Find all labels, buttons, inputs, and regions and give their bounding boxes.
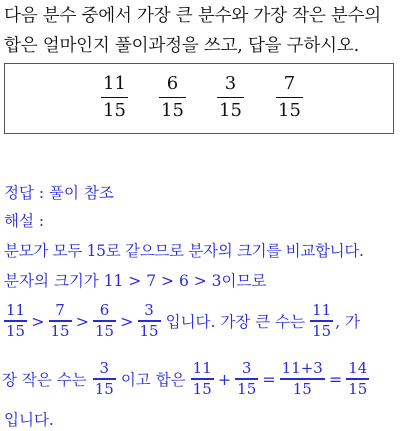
order-fraction-1 xyxy=(4,303,27,338)
comma-ga-text: , 가 xyxy=(335,313,361,331)
explanation-line-1: 분모가 모두 15로 같으므로 분자의 크기를 비교합니다. xyxy=(4,242,364,260)
fraction-3-denominator: 15 xyxy=(219,100,242,122)
explanation-label: 해설 : xyxy=(4,212,45,230)
denominator: 15 xyxy=(139,321,159,340)
fraction-2 xyxy=(159,75,186,120)
numerator: 11 xyxy=(192,359,212,378)
numerator: 3 xyxy=(144,301,154,320)
sum-text: 이고 합은 xyxy=(120,371,186,389)
fraction-2-denominator: 15 xyxy=(161,100,184,122)
denominator: 15 xyxy=(94,379,114,398)
question-line-1: 다음 분수 중에서 가장 큰 분수와 가장 작은 분수의 xyxy=(4,6,382,26)
answer-label: 정답 : 풀이 참조 xyxy=(4,184,114,202)
numerator: 14 xyxy=(348,359,368,378)
sum-fraction-b xyxy=(235,361,258,396)
equals-sign: = xyxy=(328,369,343,389)
denominator: 15 xyxy=(95,321,115,340)
largest-text: 입니다. 가장 큰 수는 xyxy=(165,313,306,331)
explanation-line-5: 입니다. xyxy=(4,411,54,429)
fraction-1-numerator: 11 xyxy=(103,73,126,94)
smallest-fraction xyxy=(93,361,116,396)
greater-than-sign: > xyxy=(75,311,89,331)
fraction-4 xyxy=(276,75,303,120)
question-line-2: 합은 얼마인지 풀이과정을 쓰고, 답을 구하시오. xyxy=(4,36,359,56)
numerator: 3 xyxy=(241,359,252,378)
fraction-1 xyxy=(101,75,128,120)
numerator: 3 xyxy=(99,359,110,378)
sum-fraction-mid xyxy=(280,361,325,396)
equals-sign: = xyxy=(262,369,276,389)
greater-than-sign: > xyxy=(120,311,134,331)
sum-fraction-a xyxy=(191,361,214,396)
denominator: 15 xyxy=(50,321,70,340)
denominator: 15 xyxy=(237,379,257,398)
fraction-box xyxy=(4,63,394,134)
denominator: 15 xyxy=(292,379,312,398)
largest-fraction xyxy=(310,303,333,338)
denominator: 15 xyxy=(192,379,212,398)
denominator: 15 xyxy=(6,321,26,340)
fraction-3 xyxy=(217,75,244,120)
sum-result-fraction xyxy=(346,361,369,396)
numerator: 11 xyxy=(6,301,26,320)
explanation-line-2: 분자의 크기가 11 > 7 > 6 > 3이므로 xyxy=(4,272,267,290)
order-fraction-3 xyxy=(93,303,116,338)
numerator: 6 xyxy=(99,301,110,320)
order-fraction-2 xyxy=(49,303,72,338)
fraction-1-denominator: 15 xyxy=(103,100,126,122)
numerator: 11+3 xyxy=(281,359,323,378)
explanation-line-4 xyxy=(2,354,371,404)
fraction-4-numerator: 7 xyxy=(283,73,296,94)
numerator: 11 xyxy=(312,301,332,320)
greater-than-sign: > xyxy=(31,311,45,331)
order-fraction-4 xyxy=(138,303,161,338)
fraction-3-numerator: 3 xyxy=(224,73,237,94)
explanation-line-3 xyxy=(2,296,360,346)
numerator: 7 xyxy=(55,301,65,320)
plus-sign: + xyxy=(217,369,232,389)
fraction-2-numerator: 6 xyxy=(166,73,179,94)
denominator: 15 xyxy=(348,379,368,398)
denominator: 15 xyxy=(312,321,332,340)
fraction-4-denominator: 15 xyxy=(278,100,301,122)
smallest-prefix-text: 장 작은 수는 xyxy=(2,371,87,389)
